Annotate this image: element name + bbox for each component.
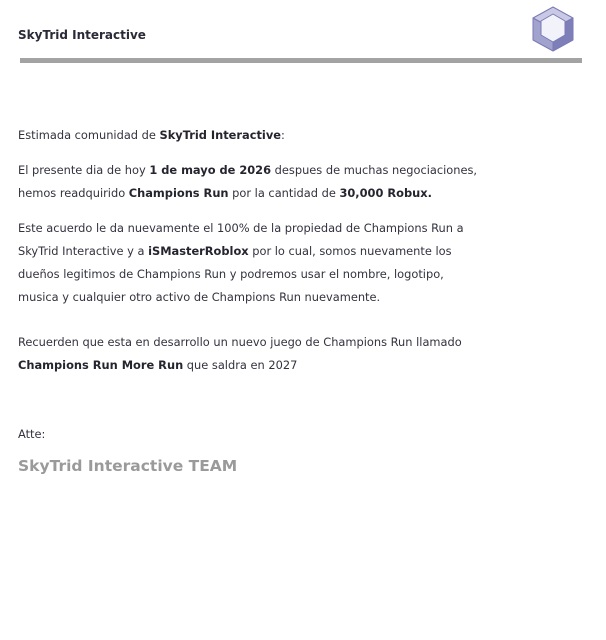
p1-amount: 30,000 Robux. — [339, 186, 432, 200]
greeting-company: SkyTrid Interactive — [159, 128, 281, 142]
header-divider — [20, 58, 582, 63]
greeting-tail: : — [280, 128, 285, 142]
announcement-paragraph — [18, 159, 488, 205]
signature: SkyTrid Interactive TEAM — [18, 457, 238, 475]
p2-text-1: Este acuerdo le da nuevamente el 100% de la propiedad de Champions Run a SkyTrid Interactive y a — [18, 221, 464, 258]
p2-person: iSMasterRoblox — [148, 244, 249, 258]
p3-new-game: Champions Run More Run — [18, 358, 184, 372]
letter-body — [18, 124, 488, 478]
p1-text-2: despues de muchas negociaciones, hemos readquirido — [18, 163, 478, 200]
closing-text: Atte: — [18, 427, 46, 441]
agreement-paragraph — [18, 217, 488, 309]
p1-text-3: por la cantidad de — [228, 186, 340, 200]
greeting-paragraph — [18, 124, 488, 147]
new-game-paragraph — [18, 331, 488, 377]
p1-game-name: Champions Run — [128, 186, 229, 200]
greeting-lead: Estimada comunidad de — [18, 128, 160, 142]
p1-text-1: El presente dia de hoy — [18, 163, 150, 177]
header-title: SkyTrid Interactive — [18, 28, 146, 42]
p3-text-1: Recuerden que esta en desarrollo un nuevo juego de Champions Run llamado — [18, 335, 462, 349]
cube-icon — [531, 5, 575, 53]
p1-date: 1 de mayo de 2026 — [149, 163, 272, 177]
p2-text-2: por lo cual, somos nuevamente los dueños legitimos de Champions Run y podremos usar el nombre, logotipo, musica y cualquier otro activo de Champions Run nuevamente. — [18, 244, 452, 304]
p3-text-2: que saldra en 2027 — [183, 358, 298, 372]
